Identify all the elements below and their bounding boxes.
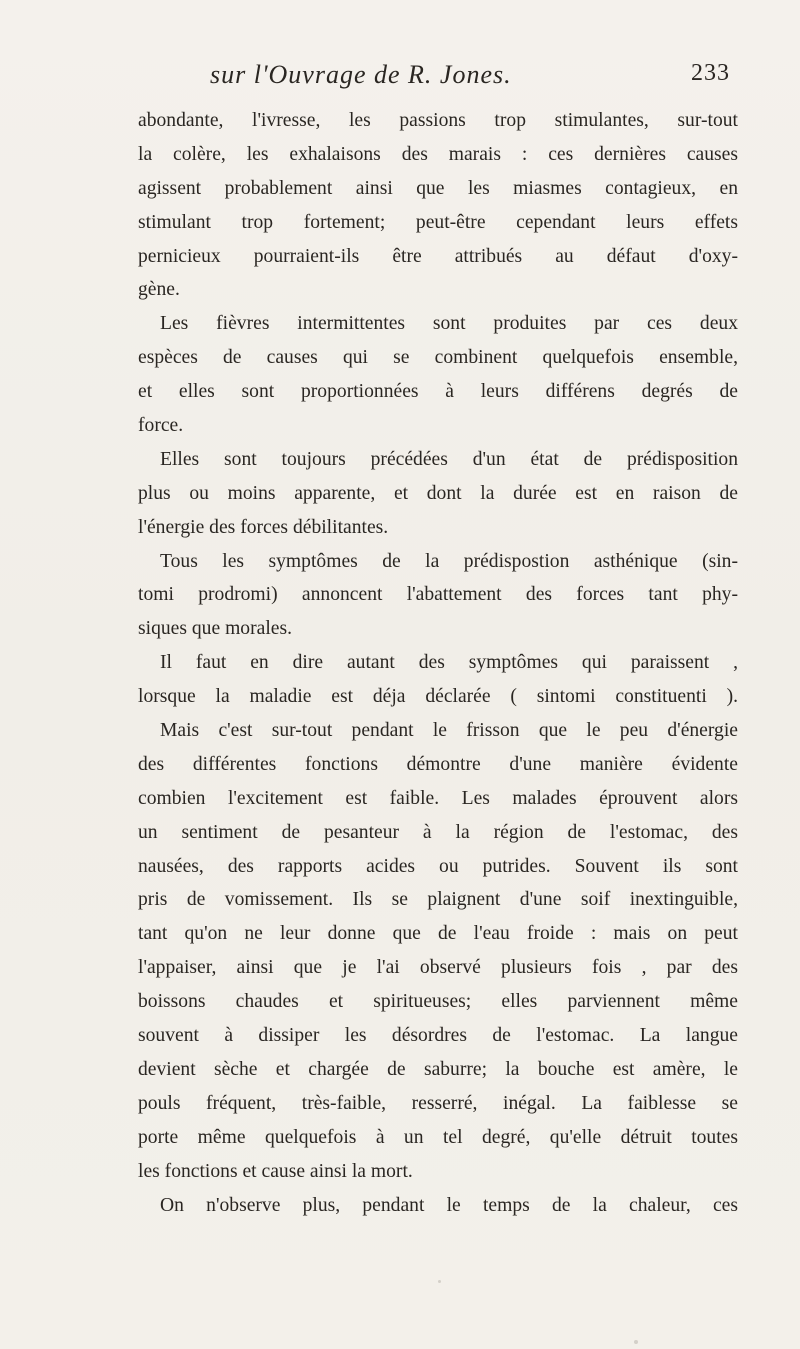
text-line: nausées, des rapports acides ou putrides. Souvent ils sont xyxy=(138,855,738,877)
text-line: les fonctions et cause ainsi la mort. xyxy=(138,1160,413,1182)
text-line: Mais c'est sur-tout pendant le frisson que le peu d'énergie xyxy=(160,720,738,742)
ink-speck xyxy=(438,1280,441,1283)
text-line: pernicieux pourraient-ils être attribués au défaut d'oxy- xyxy=(138,245,738,267)
text-line: stimulant trop fortement; peut-être cependant leurs effets xyxy=(138,211,738,233)
text-line: On n'observe plus, pendant le temps de la chaleur, ces xyxy=(160,1194,738,1216)
text-line: l'appaiser, ainsi que je l'ai observé plusieurs fois , par des xyxy=(138,957,738,979)
text-line: lorsque la maladie est déja déclarée ( sintomi constituenti ). xyxy=(138,686,738,708)
text-line: tant qu'on ne leur donne que de l'eau froide : mais on peut xyxy=(138,923,738,945)
text-line: plus ou moins apparente, et dont la durée est en raison de xyxy=(138,482,738,504)
text-line: Il faut en dire autant des symptômes qui paraissent , xyxy=(160,652,738,674)
text-line: l'énergie des forces débilitantes. xyxy=(138,516,389,538)
text-line: un sentiment de pesanteur à la région de l'estomac, des xyxy=(138,821,738,843)
text-line: agissent probablement ainsi que les miasmes contagieux, en xyxy=(138,177,738,199)
text-line: tomi prodromi) annoncent l'abattement des forces tant phy- xyxy=(138,584,738,606)
text-line: porte même quelquefois à un tel degré, qu'elle détruit toutes xyxy=(138,1126,738,1148)
text-line: gène. xyxy=(138,279,180,301)
text-line: et elles sont proportionnées à leurs différens degrés de xyxy=(138,381,738,403)
running-head-title: sur l'Ouvrage de R. Jones. xyxy=(210,60,512,89)
text-line: des différentes fonctions démontre d'une manière évidente xyxy=(138,753,738,775)
text-line: espèces de causes qui se combinent quelquefois ensemble, xyxy=(138,347,738,369)
ink-speck xyxy=(634,1340,638,1344)
body-text xyxy=(138,104,738,1222)
text-line: la colère, les exhalaisons des marais : ces dernières causes xyxy=(138,143,738,165)
text-line: force. xyxy=(138,415,184,437)
page-number: 233 xyxy=(691,60,730,86)
text-line: Tous les symptômes de la prédispostion asthénique (sin- xyxy=(160,550,738,572)
text-line: devient sèche et chargée de saburre; la bouche est amère, le xyxy=(138,1058,738,1080)
running-head xyxy=(210,60,730,94)
text-line: abondante, l'ivresse, les passions trop stimulantes, sur-tout xyxy=(138,110,738,131)
text-line: siques que morales. xyxy=(138,618,292,640)
text-line: pouls fréquent, très-faible, resserré, inégal. La faiblesse se xyxy=(138,1092,738,1114)
text-line: Elles sont toujours précédées d'un état de prédisposition xyxy=(160,448,738,470)
text-line: combien l'excitement est faible. Les malades éprouvent alors xyxy=(138,787,738,809)
text-line: boissons chaudes et spiritueuses; elles parviennent même xyxy=(138,991,738,1013)
text-line: souvent à dissiper les désordres de l'estomac. La langue xyxy=(138,1025,738,1047)
text-line: pris de vomissement. Ils se plaignent d'une soif inextinguible, xyxy=(138,889,738,911)
text-line: Les fièvres intermittentes sont produites par ces deux xyxy=(160,313,738,335)
